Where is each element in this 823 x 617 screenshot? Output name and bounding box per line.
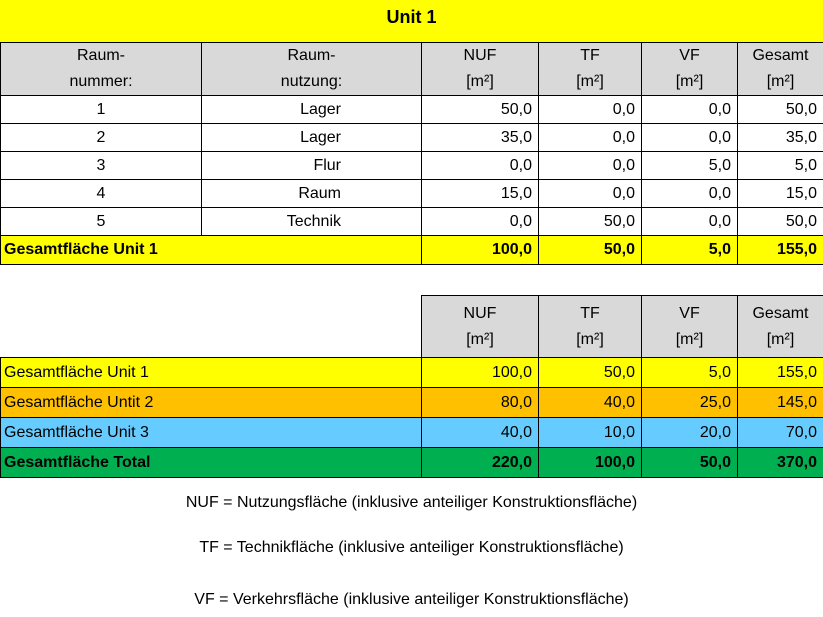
total-value: 15,0 [738, 180, 823, 208]
header-spacer [1, 296, 422, 358]
room-table-header [1, 43, 823, 96]
header-nuf: NUF [m²] [422, 296, 539, 358]
nuf-value: 80,0 [422, 388, 539, 418]
summary-total-row [1, 448, 823, 478]
nuf-value: 35,0 [422, 124, 539, 152]
header-room-use: Raum- nutzung: [202, 43, 422, 96]
vf-total: 5,0 [642, 236, 738, 265]
row-label: Gesamtfläche Unit 3 [1, 418, 422, 448]
summary-row-unit-2 [1, 388, 823, 418]
header-tf: TF [m²] [539, 296, 642, 358]
header-gesamt: Gesamt [m²] [738, 43, 823, 96]
header-nuf: NUF [m²] [422, 43, 539, 96]
header-room-number: Raum- nummer: [1, 43, 202, 96]
vf-value: 5,0 [642, 358, 738, 388]
vf-value: 0,0 [642, 208, 738, 236]
room-table [0, 42, 823, 265]
vf-value: 25,0 [642, 388, 738, 418]
nuf-value: 15,0 [422, 180, 539, 208]
room-use: Flur [202, 152, 422, 180]
nuf-value: 40,0 [422, 418, 539, 448]
room-use: Technik [202, 208, 422, 236]
sheet-title: Unit 1 [0, 0, 823, 42]
tf-value: 40,0 [539, 388, 642, 418]
vf-value: 0,0 [642, 96, 738, 124]
table-row [1, 124, 823, 152]
summary-table [0, 295, 823, 478]
legend-vf: VF = Verkehrsfläche (inklusive anteiliger Konstruktionsfläche) [194, 591, 629, 608]
row-label: Gesamtfläche Untit 2 [1, 388, 422, 418]
tf-value: 50,0 [539, 208, 642, 236]
total-value: 35,0 [738, 124, 823, 152]
tf-value: 0,0 [539, 124, 642, 152]
table-row [1, 96, 823, 124]
total-value: 155,0 [738, 358, 823, 388]
total-label: Gesamtfläche Unit 1 [1, 236, 422, 265]
nuf-total: 100,0 [422, 236, 539, 265]
vf-value: 0,0 [642, 124, 738, 152]
summary-row-unit-3 [1, 418, 823, 448]
room-number: 2 [1, 124, 202, 152]
tf-value: 0,0 [539, 96, 642, 124]
tf-value: 10,0 [539, 418, 642, 448]
vf-value: 5,0 [642, 152, 738, 180]
legend-tf: TF = Technikfläche (inklusive anteiliger Konstruktionsfläche) [199, 539, 624, 556]
unit1-total-row [1, 236, 823, 265]
vf-total: 50,0 [642, 448, 738, 478]
tf-value: 50,0 [539, 358, 642, 388]
table-row [1, 152, 823, 180]
room-number: 5 [1, 208, 202, 236]
gesamt-total: 370,0 [738, 448, 823, 478]
tf-value: 0,0 [539, 152, 642, 180]
row-label: Gesamtfläche Unit 1 [1, 358, 422, 388]
table-row [1, 208, 823, 236]
nuf-total: 220,0 [422, 448, 539, 478]
table-row [1, 180, 823, 208]
room-number: 3 [1, 152, 202, 180]
total-value: 50,0 [738, 208, 823, 236]
tf-total: 100,0 [539, 448, 642, 478]
room-use: Lager [202, 96, 422, 124]
room-use: Raum [202, 180, 422, 208]
total-value: 145,0 [738, 388, 823, 418]
header-tf: TF [m²] [539, 43, 642, 96]
tf-total: 50,0 [539, 236, 642, 265]
total-label: Gesamtfläche Total [1, 448, 422, 478]
room-number: 1 [1, 96, 202, 124]
room-use: Lager [202, 124, 422, 152]
header-vf: VF [m²] [642, 296, 738, 358]
tf-value: 0,0 [539, 180, 642, 208]
header-vf: VF [m²] [642, 43, 738, 96]
room-number: 4 [1, 180, 202, 208]
nuf-value: 50,0 [422, 96, 539, 124]
nuf-value: 0,0 [422, 152, 539, 180]
summary-table-header [1, 296, 823, 358]
legend-nuf: NUF = Nutzungsfläche (inklusive anteiliger Konstruktionsfläche) [185, 494, 638, 511]
nuf-value: 100,0 [422, 358, 539, 388]
total-value: 70,0 [738, 418, 823, 448]
total-value: 50,0 [738, 96, 823, 124]
summary-row-unit-1 [1, 358, 823, 388]
header-gesamt: Gesamt [m²] [738, 296, 823, 358]
vf-value: 0,0 [642, 180, 738, 208]
gesamt-total: 155,0 [738, 236, 823, 265]
vf-value: 20,0 [642, 418, 738, 448]
total-value: 5,0 [738, 152, 823, 180]
nuf-value: 0,0 [422, 208, 539, 236]
